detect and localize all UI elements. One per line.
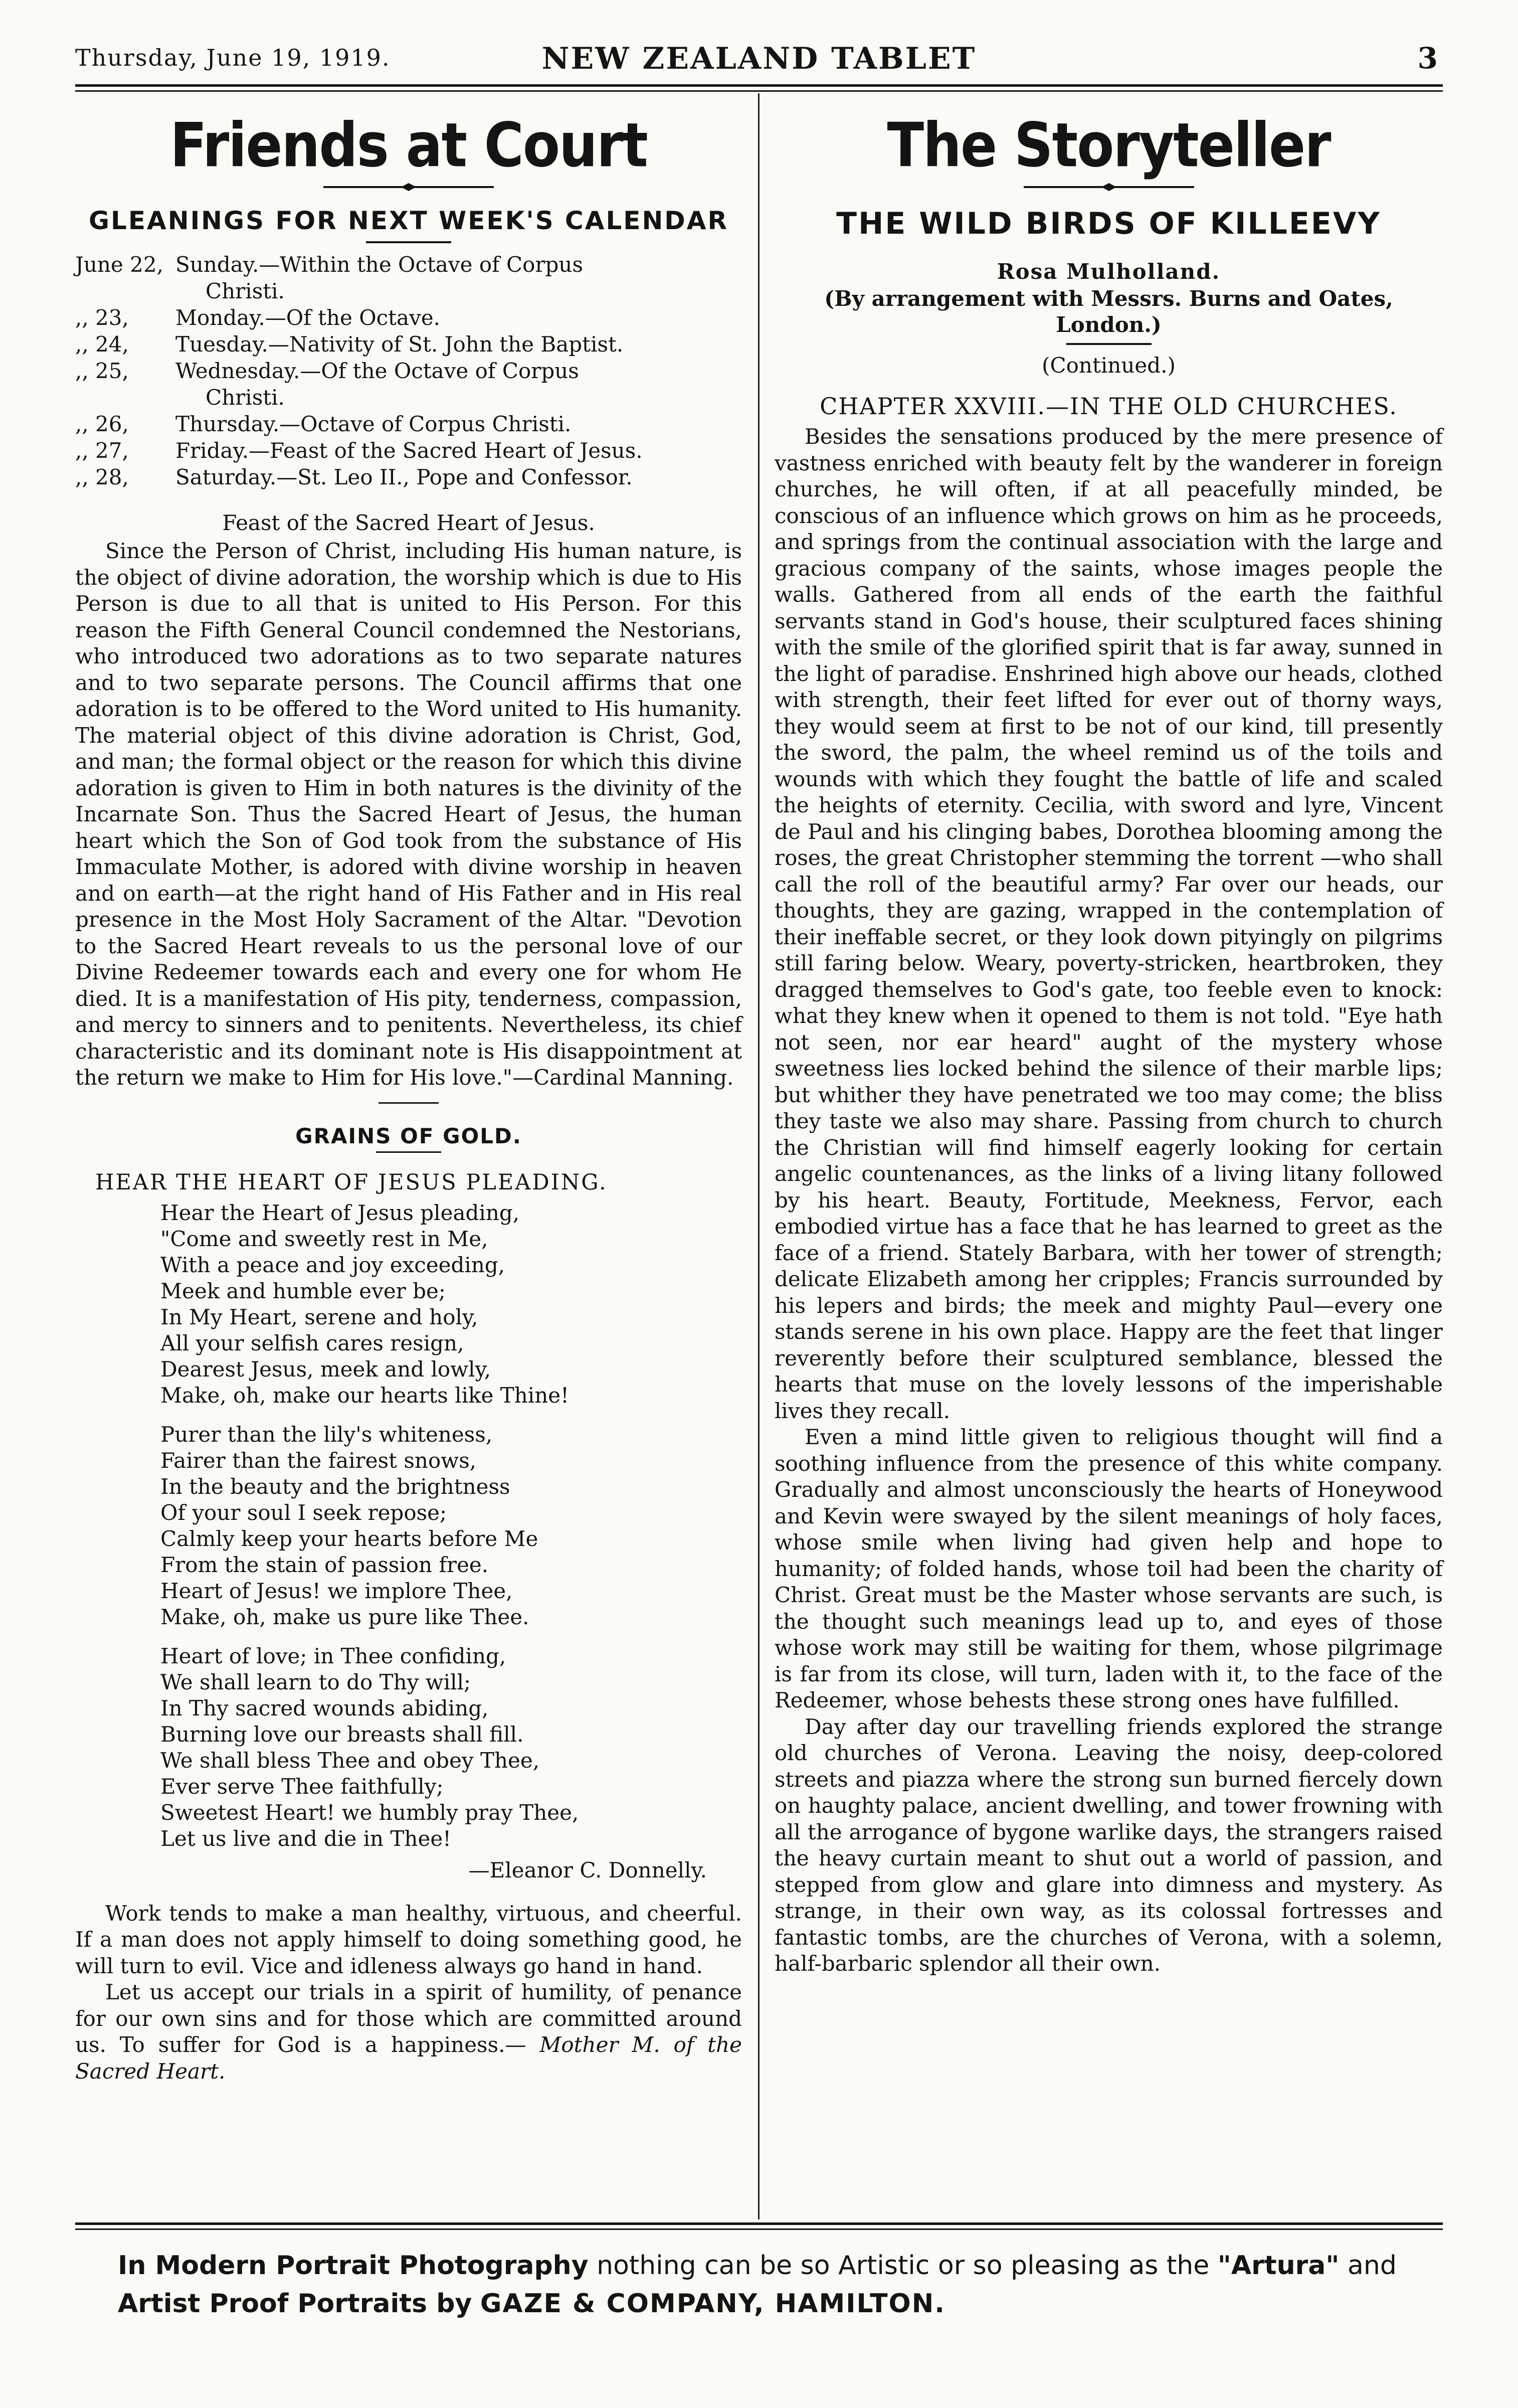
calendar-date: June 22, (75, 252, 163, 277)
left-column (75, 105, 742, 2085)
calendar-entry (75, 331, 742, 358)
poem-line: In Thy sacred wounds abiding, (160, 1695, 489, 1721)
footer-advertisement (118, 2247, 1421, 2323)
continued-note: (Continued.) (1042, 353, 1176, 378)
column-divider (758, 93, 760, 2219)
trials-signature: Mother M. of the Sacred Heart. (75, 2032, 742, 2084)
calendar-heading: GLEANINGS FOR NEXT WEEK'S CALENDAR (88, 206, 729, 235)
header-rule-thin (75, 90, 1443, 92)
story-paragraph: Day after day our travelling friends explored the strange old churches of Verona. Leaving the noisy, deep-colored streets and piazza where the strong sun burned fiercely down on haughty palace, ancient dwelling, and tower frowning with all the arrogance of bygone warlike days, the strangers raised the heavy curtain meant to shut out a world of passion, and stepped from glow and glare into dimness and mystery. As strange, in their own way, as its colossal fortresses and fantastic tombs, are the churches of Verona, with a solemn, half-barbaric splendor all their own. (775, 1714, 1443, 1976)
calendar-text: Friday.—Feast of the Sacred Heart of Jesus. (175, 438, 643, 463)
grains-rule (376, 1151, 441, 1153)
calendar-entry (75, 251, 742, 304)
calendar-text-cont: Christi. (206, 385, 285, 410)
calendar-text: Tuesday.—Nativity of St. John the Baptist. (175, 332, 624, 357)
poem-line: Heart of love; in Thee confiding, (160, 1643, 506, 1668)
calendar-text-cont: Christi. (206, 279, 285, 303)
chapter-heading: CHAPTER XXVIII.—IN THE OLD CHURCHES. (820, 393, 1398, 420)
ad-artura: "Artura" (1217, 2251, 1340, 2281)
poem-line: Sweetest Heart! we humbly pray Thee, (160, 1800, 579, 1825)
calendar-text: Wednesday.—Of the Octave of Corpus (175, 359, 579, 383)
header-rule (75, 84, 1443, 87)
poem-line: From the stain of passion free. (160, 1552, 489, 1577)
calendar-text: Thursday.—Octave of Corpus Christi. (175, 412, 572, 436)
calendar-list (75, 251, 742, 490)
section-title-friends-at-court: Friends at Court (170, 110, 647, 181)
poem-line: Calmly keep your hearts before Me (160, 1526, 538, 1551)
section-title-storyteller: The Storyteller (887, 110, 1331, 181)
story-paragraph: Even a mind little given to religious thought will find a soothing influence from the presence of this white company. Gradually and almost unconsciously the hearts of Honeywood and Kevin were swayed by the silent meanings of holy faces, whose smile when living had given help and hope to humanity; of folded hands, whose toil had been the charity of Christ. Great must be the Master whose servants are such, is the thought such meanings lead up to, and eyes of those whose work may still be waiting for them, whose pilgrimage is far from its close, will turn, laden with it, to the face of the Redeemer, whose behests these strong ones have fulfilled. (775, 1425, 1443, 1712)
poem-line: Meek and humble ever be; (160, 1278, 446, 1303)
calendar-entry (75, 464, 742, 490)
poem-line: Of your soul I seek repose; (160, 1500, 447, 1525)
closing-paragraphs (75, 1901, 742, 2085)
story-author: Rosa Mulholland. (997, 259, 1221, 284)
calendar-date: ,, 28, (75, 465, 129, 489)
feast-article (75, 538, 742, 1091)
ad-line-2 (118, 2285, 1421, 2323)
calendar-date: ,, 27, (75, 438, 129, 463)
poem-line: Hear the Heart of Jesus pleading, (160, 1200, 520, 1225)
story-arrangement: (By arrangement with Messrs. Burns and Oates, London.) (824, 286, 1393, 337)
story-paragraph: Besides the sensations produced by the mere presence of vastness enriched with beauty felt by the wanderer in foreign churches, he will often, if at all peacefully minded, be conscious of an influence which grows on him as he proceeds, and springs from the continual association with the large and gracious company of the saints, whose images people the walls. Gathered from all ends of the earth the faithful servants stand in God's house, their sculptured faces shining with the smile of the glorified spirit that is far away, sunned in the light of paradise. Enshrined high above our heads, clothed with strength, their feet lifted for ever out of thorny ways, they would seem at first to be not of our kind, till presently the sword, the palm, the wheel remind us of the toils and wounds with which they fought the battle of life and scaled the heights of eternity. Cecilia, with sword and lyre, Vincent de Paul and his clinging babes, Dorothea blooming among the roses, the great Christopher stemming the torrent —who shall call the roll of the beautiful army? Far over our heads, our thoughts, they are gazing, wrapped in the contemplation of their ineffable secret, or they look down pityingly on pilgrims still faring below. Weary, poverty-stricken, heartbroken, they dragged themselves to God's gate, too feeble even to knock: what they knew when it opened to them is not told. "Eye hath not seen, nor ear heard" aught of the mystery whose sweetness lies locked behind the silence of their marble lips; but whither they have penetrated we too may come; the bliss they taste we also may share. Passing from church to church the Christian will find himself eagerly looking for certain angelic countenances, as the links of a living litany followed by his heart. Beauty, Fortitude, Meekness, Fervor, each embodied virtue has a face that he has learned to greet as the face of a friend. Stately Barbara, with her tower of strength; delicate Elizabeth among her cripples; Francis surrounded by his lepers and birds; the meek and mighty Paul—every one stands serene in his own place. Happy are the feet that linger reverently before their sculptured semblance, blessed the hearts that muse on the lovely lessons of the imperishable lives they recall. (775, 424, 1443, 1423)
poem-line: Burning love our breasts shall fill. (160, 1722, 524, 1747)
feast-heading: Feast of the Sacred Heart of Jesus. (222, 510, 595, 535)
poem-line: Fairer than the fairest snows, (160, 1448, 477, 1473)
calendar-text: Monday.—Of the Octave. (175, 305, 441, 330)
ad-line-1 (118, 2247, 1421, 2285)
ad-and: and (1348, 2251, 1397, 2281)
footer-rule-thin (75, 2228, 1443, 2230)
feast-body: Since the Person of Christ, including His human nature, is the object of divine adoration, the worship which is due to His Person is due to all that is united to His Person. For this reason the Fifth General Council condemned the Nestorians, who introduced two adorations as to two separate natures and to two separate persons. The Council affirms that one adoration is to be offered to the Word united to His humanity. The material object of this divine adoration is Christ, God, and man; the formal object or the reason for which this divine adoration is given to Him in both natures is the divinity of the Incarnate Son. Thus the Sacred Heart of Jesus, the human heart which the Son of God took from the substance of His Immaculate Mother, is adored with divine worship in heaven and on earth—at the right hand of His Father and in His real presence in the Most Holy Sacrament of the Altar. "Devotion to the Sacred Heart reveals to us the personal love of our Divine Redeemer towards each and every one for whom He died. It is a manifestation of His pity, tenderness, compassion, and mercy to sinners and to penitents. Nevertheless, its chief characteristic and its dominant note is His disappointment at the return we make to Him for His love."—Cardinal Manning. (75, 539, 742, 1090)
poem-line: Ever serve Thee faithfully; (160, 1774, 444, 1799)
poem-line: Heart of Jesus! we implore Thee, (160, 1578, 513, 1603)
calendar-entry (75, 437, 742, 464)
story-title: THE WILD BIRDS OF KILLEEVY (836, 206, 1381, 241)
poem-stanza-3 (160, 1643, 742, 1852)
poem-line: With a peace and joy exceeding, (160, 1252, 505, 1277)
grains-heading: GRAINS OF GOLD. (295, 1123, 522, 1148)
calendar-entry (75, 358, 742, 411)
ad-lead: In Modern Portrait Photography (118, 2251, 589, 2281)
poem-author: —Eleanor C. Donnelly. (468, 1857, 707, 1882)
poem-line: Purer than the lily's whiteness, (160, 1422, 493, 1447)
footer-rule (75, 2222, 1443, 2225)
ornament-rule (1019, 181, 1199, 193)
trials-text: Let us accept our trials in a spirit of humility, of penance for our own sins and for those which are committed around us. To suffer for God is a happiness.— (75, 1980, 742, 2057)
poem-line: Make, oh, make us pure like Thee. (160, 1604, 529, 1629)
poem-stanza-2 (160, 1422, 742, 1630)
calendar-date: ,, 25, (75, 359, 129, 383)
poem-line: Make, oh, make our hearts like Thine! (160, 1383, 569, 1408)
work-paragraph: Work tends to make a man healthy, virtuous, and cheerful. If a man does not apply himself to doing something good, he will turn to evil. Vice and idleness always go hand in hand. (75, 1901, 742, 1978)
masthead-title: NEW ZEALAND TABLET (541, 41, 977, 76)
story-body (775, 424, 1443, 1977)
poem-stanza-1 (160, 1200, 742, 1409)
page-number: 3 (1417, 41, 1438, 75)
issue-date: Thursday, June 19, 1919. (75, 44, 391, 71)
section-divider (378, 1102, 439, 1104)
page-header (75, 41, 1443, 79)
calendar-date: ,, 24, (75, 332, 129, 357)
poem-line: In My Heart, serene and holy, (160, 1304, 478, 1329)
ornament-rule (318, 181, 499, 193)
calendar-entry (75, 304, 742, 331)
poem-line: "Come and sweetly rest in Me, (160, 1226, 488, 1251)
poem-line: Dearest Jesus, meek and lowly, (160, 1356, 491, 1382)
poem-title: HEAR THE HEART OF JESUS PLEADING. (95, 1169, 608, 1195)
trials-paragraph (75, 1979, 742, 2085)
calendar-date: ,, 26, (75, 412, 129, 436)
ad-company: GAZE & COMPANY, HAMILTON. (480, 2289, 946, 2319)
calendar-rule (366, 241, 451, 243)
calendar-entry (75, 411, 742, 437)
ad-mid: nothing can be so Artistic or so pleasing as the (597, 2251, 1210, 2281)
ad-line2-text: Artist Proof Portraits by (118, 2289, 472, 2319)
poem-line: Let us live and die in Thee! (160, 1826, 452, 1851)
calendar-text: Saturday.—St. Leo II., Pope and Confessor. (175, 465, 633, 489)
right-column (775, 105, 1443, 1977)
poem-line: We shall bless Thee and obey Thee, (160, 1748, 540, 1773)
arrangement-rule (1066, 343, 1152, 345)
poem-line: In the beauty and the brightness (160, 1474, 510, 1499)
poem-line: We shall learn to do Thy will; (160, 1669, 471, 1694)
poem-line: All your selfish cares resign, (160, 1330, 464, 1355)
calendar-date: ,, 23, (75, 305, 129, 330)
calendar-text: Sunday.—Within the Octave of Corpus (175, 252, 584, 277)
